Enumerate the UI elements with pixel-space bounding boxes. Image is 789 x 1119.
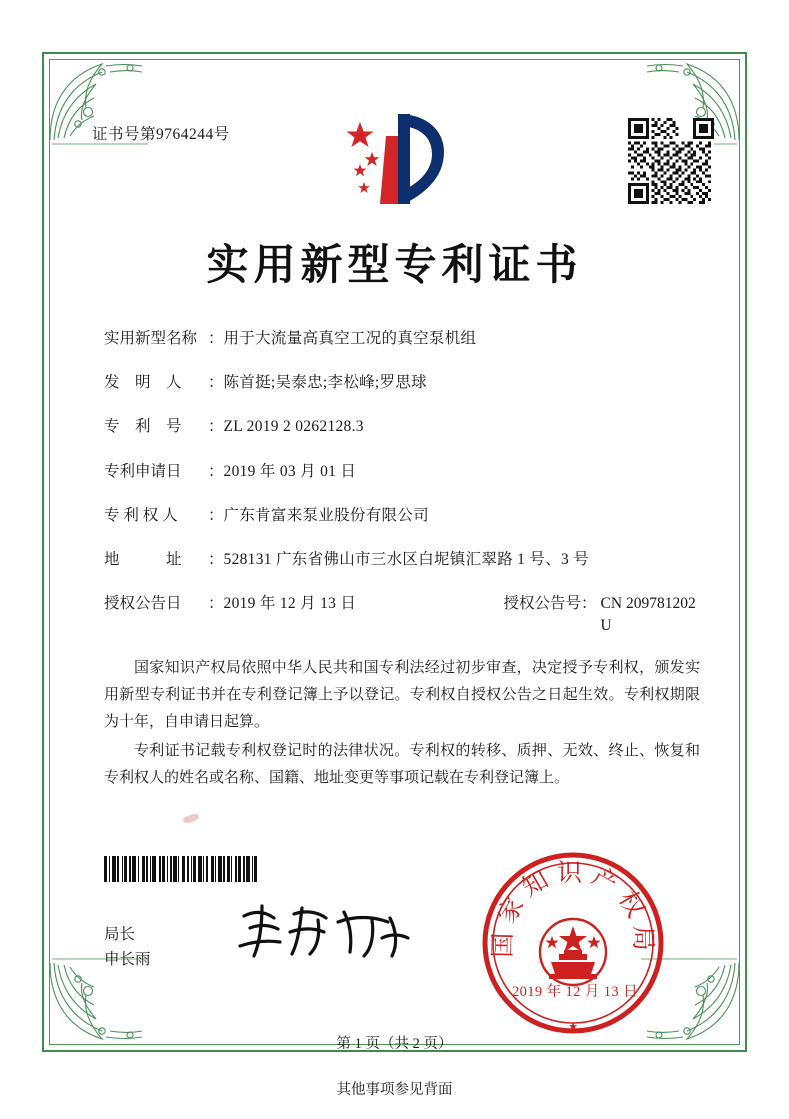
field-label: 授权公告日 <box>104 595 182 613</box>
field-label-secondary: 授权公告号 <box>503 595 582 613</box>
field-row-patent-number <box>104 416 704 438</box>
field-colon: ： <box>208 374 224 392</box>
field-row-grant-announcement <box>104 593 704 636</box>
signature-title: 局长 <box>104 926 136 943</box>
field-value: 2019 年 12 月 13 日 <box>223 595 357 613</box>
field-label: 专利申请日 <box>104 462 182 480</box>
field-row-utility-model-name <box>104 328 704 350</box>
handwritten-signature-icon <box>232 898 422 968</box>
qr-code <box>628 118 714 204</box>
seal-date: 2019 年 12 月 13 日 <box>511 984 639 1000</box>
field-colon: ： <box>208 506 224 524</box>
page-number: 第 1 页（共 2 页） <box>336 1036 453 1052</box>
field-value: 陈首挺;吴泰忠;李松峰;罗思球 <box>223 374 427 392</box>
field-row-application-date <box>104 461 704 483</box>
field-label: 实用新型名称 <box>104 330 198 347</box>
field-label: 发 明 人 <box>104 374 182 392</box>
official-seal <box>478 848 668 1038</box>
field-value: 528131 广东省佛山市三水区白坭镇汇翠路 1 号、3 号 <box>223 550 590 568</box>
footer-note: 其他事项参见背面 <box>336 1082 453 1098</box>
svg-text:★: ★ <box>568 1021 578 1033</box>
field-row-inventors <box>104 372 704 394</box>
signature-name: 申长雨 <box>104 951 151 968</box>
page-title: 实用新型专利证书 <box>206 240 583 289</box>
field-row-patentee <box>104 505 704 527</box>
field-row-address <box>104 549 704 571</box>
field-value: 广东肯富来泵业股份有限公司 <box>223 506 429 524</box>
certificate-number: 证书号第9764244号 <box>92 126 230 143</box>
field-value: 2019 年 03 月 01 日 <box>223 462 357 480</box>
field-value-secondary: CN 209781202 U <box>600 595 696 634</box>
field-colon-secondary: ： <box>581 595 597 613</box>
svg-text:国家知识产权局: 国家知识产权局 <box>489 860 657 958</box>
signature-block <box>104 922 151 972</box>
field-colon: ： <box>208 550 224 568</box>
barcode <box>104 856 314 882</box>
field-label: 专 利 权 人 <box>104 506 178 524</box>
field-colon: ： <box>208 418 224 436</box>
legal-text <box>104 655 700 794</box>
field-colon: ： <box>208 595 224 613</box>
legal-paragraph-1: 国家知识产权局依照中华人民共和国专利法经过初步审查，决定授予专利权，颁发实用新型专利证书并在专利登记簿上予以登记。专利权自授权公告之日起生效。专利权期限为十年，自申请日起算。 <box>104 660 700 730</box>
field-label: 地 址 <box>104 550 182 568</box>
legal-paragraph-2: 专利证书记载专利权登记时的法律状况。专利权的转移、质押、无效、终止、恢复和专利权人的姓名或名称、国籍、地址变更等事项记载在专利登记簿上。 <box>104 743 700 786</box>
field-list <box>104 328 704 659</box>
field-label: 专 利 号 <box>104 418 182 436</box>
field-value: ZL 2019 2 0262128.3 <box>223 418 364 436</box>
field-colon: ： <box>208 330 224 347</box>
field-colon: ： <box>208 462 224 480</box>
field-value: 用于大流量高真空工况的真空泵机组 <box>223 330 477 347</box>
cnipa-logo-icon <box>340 108 458 212</box>
